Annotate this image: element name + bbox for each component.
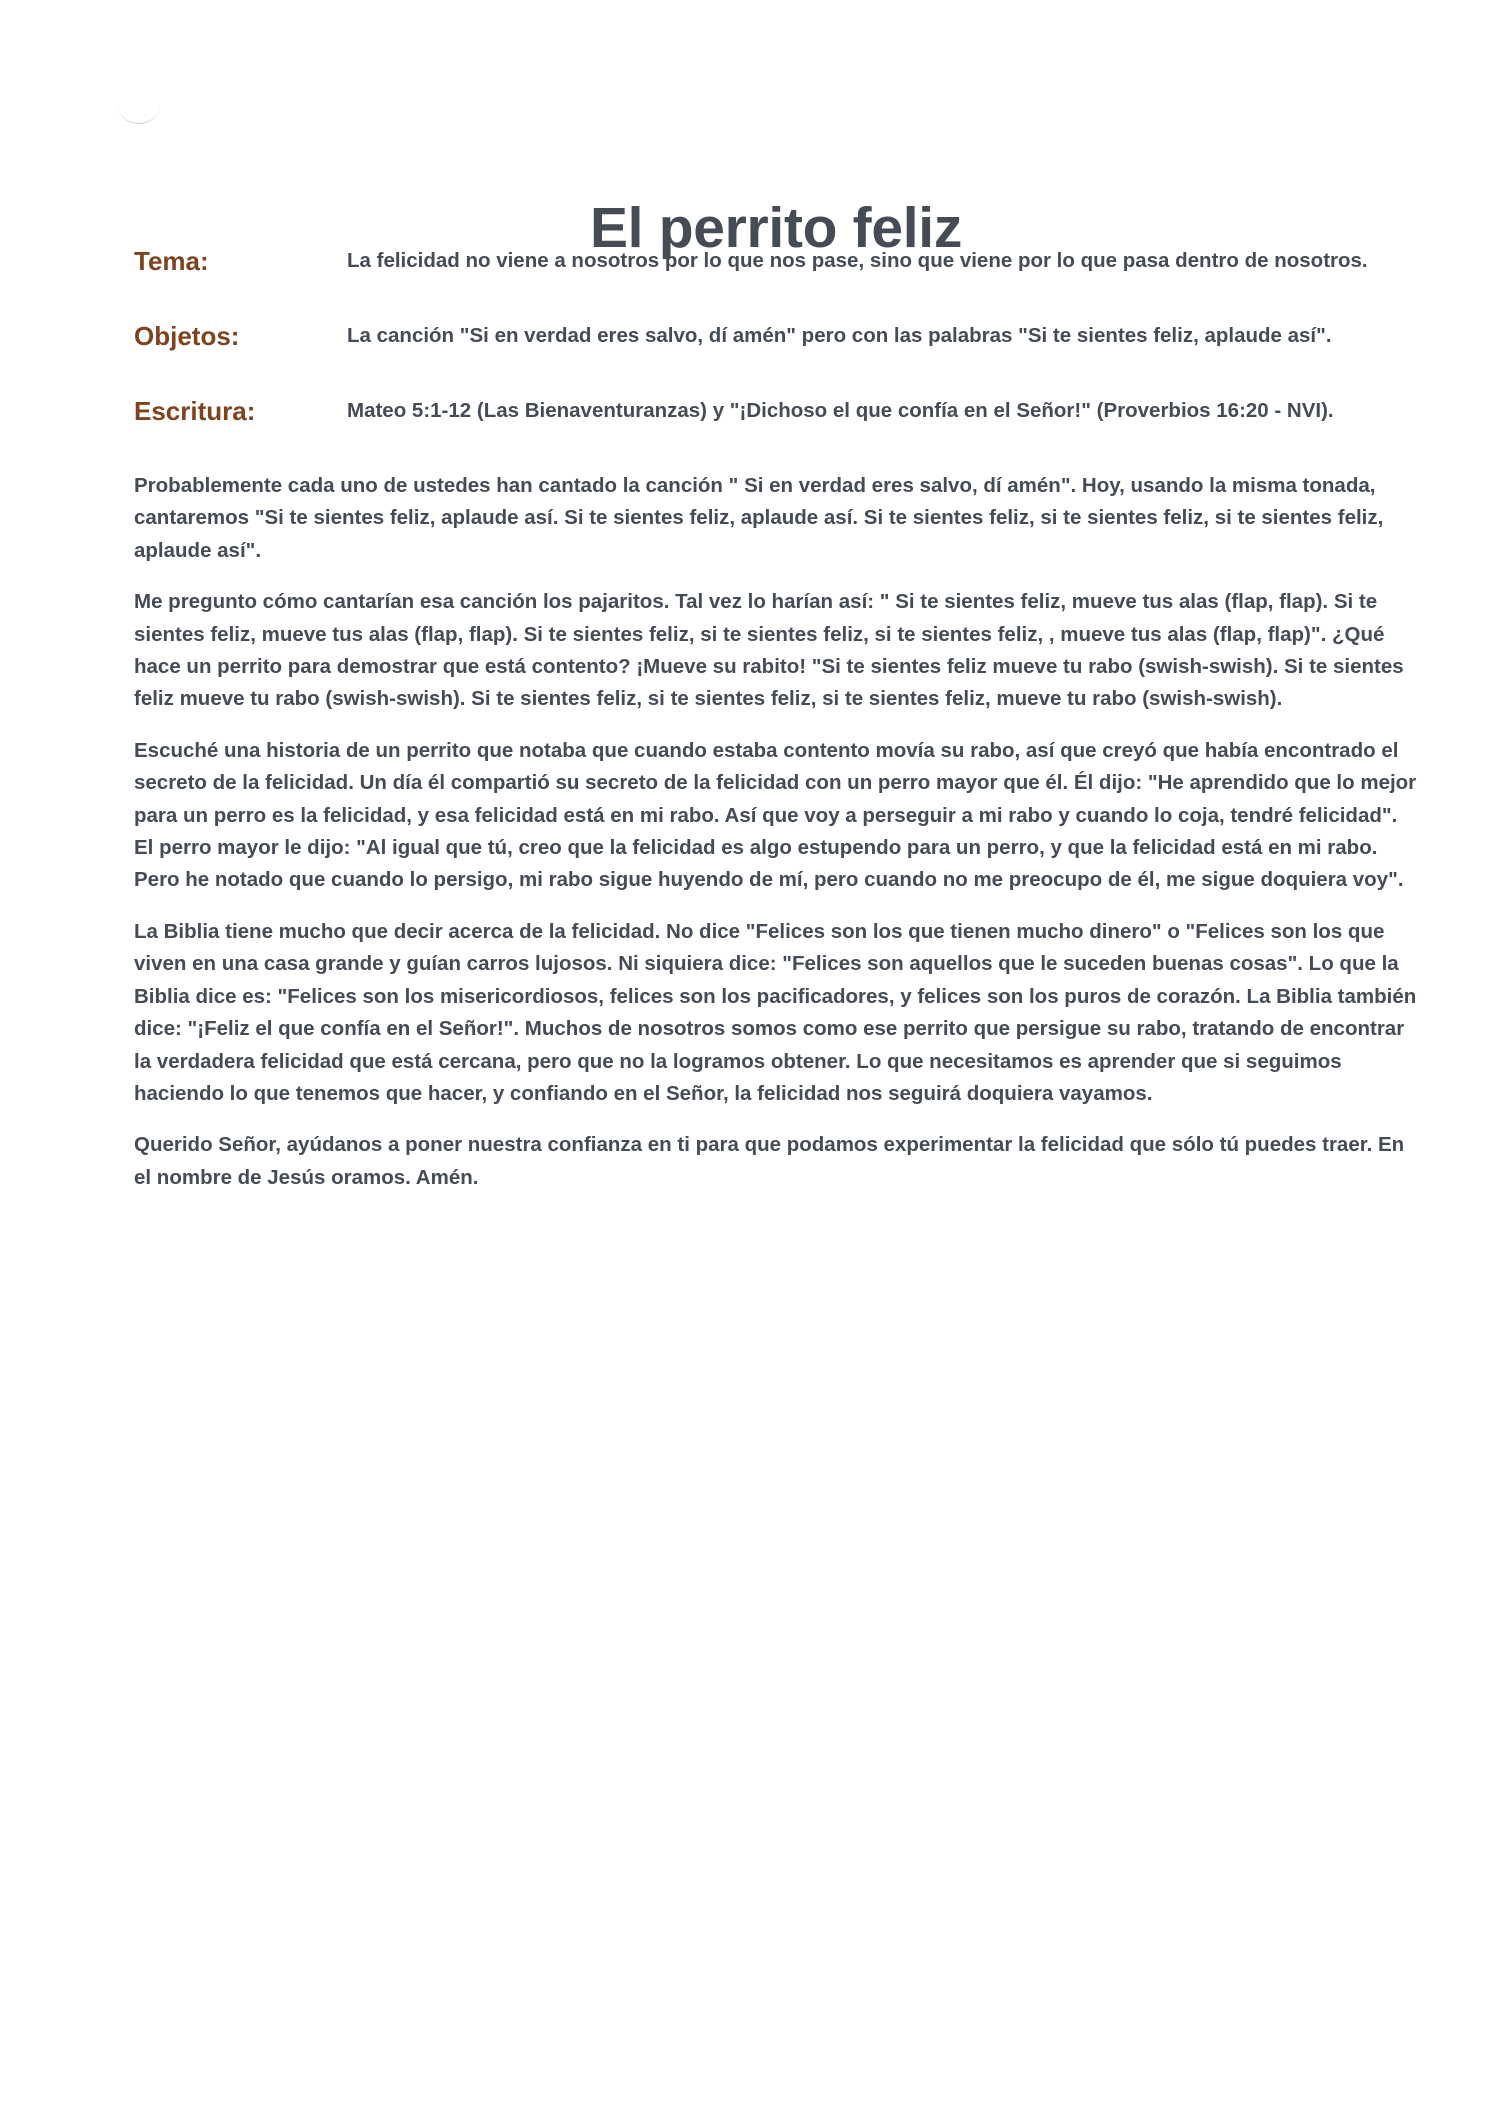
page-corner-decoration [118,86,160,124]
meta-value: La felicidad no viene a nosotros por lo que nos pase, sino que viene por lo que pasa dentro de nosotros. [347,249,1368,272]
paragraph: Probablemente cada uno de ustedes han cantado la canción " Si en verdad eres salvo, dí amén". Hoy, usando la misma tonada, cantaremos "Si te sientes feliz, aplaude así. Si te sientes feliz, aplaude así. Si te sientes feliz, si te sientes feliz, si te sientes feliz, aplaude así". [134,474,1384,562]
body-text [134,470,1419,1213]
meta-label: Objetos: [134,321,240,351]
meta-value: Mateo 5:1-12 (Las Bienaventuranzas) y "¡Dichoso el que confía en el Señor!" (Proverbios 16:20 - NVI). [347,399,1334,422]
page-title: El perrito feliz [589,196,963,261]
paragraph: Me pregunto cómo cantarían esa canción los pajaritos. Tal vez lo harían así: " Si te sientes feliz, mueve tus alas (flap, flap). Si te sientes feliz, mueve tus alas (flap, flap). Si te sientes feliz, si te sientes feliz, si te sientes feliz, , mueve tus alas (flap, flap)". ¿Qué hace un perrito para demostrar que está contento? ¡Mueve su rabito! "Si te sientes feliz mueve tu rabo (swish-swish). Si te sientes feliz mueve tu rabo (swish-swish). Si te sientes feliz, si te sientes feliz, si te sientes feliz, mueve tu rabo (swish-swish). [134,590,1404,711]
meta-label: Escritura: [134,396,256,426]
paragraph: Querido Señor, ayúdanos a poner nuestra confianza en ti para que podamos experimentar la felicidad que sólo tú puedes traer. En el nombre de Jesús oramos. Amén. [134,1133,1405,1189]
paragraph: La Biblia tiene mucho que decir acerca de la felicidad. No dice "Felices son los que tienen mucho dinero" o "Felices son los que viven en una casa grande y guían carros lujosos. Ni siquiera dice: "Felices son aquellos que le suceden buenas cosas". Lo que la Biblia dice es: "Felices son los misericordiosos, felices son los pacificadores, y felices son los puros de corazón. La Biblia también dice: "¡Feliz el que confía en el Señor!". Muchos de nosotros somos como ese perrito que persigue su rabo, tratando de encontrar la verdadera felicidad que está cercana, pero que no la logramos obtener. Lo que necesitamos es aprender que si seguimos haciendo lo que tenemos que hacer, y confiando en el Señor, la felicidad nos seguirá doquiera vayamos. [134,919,1417,1105]
meta-label: Tema: [134,246,209,276]
paragraph: Escuché una historia de un perrito que notaba que cuando estaba contento movía su rabo, así que creyó que había encontrado el secreto de la felicidad. Un día él compartió su secreto de la felicidad con un perro mayor que él. Él dijo: "He aprendido que lo mejor para un perro es la felicidad, y esa felicidad está en mi rabo. Así que voy a perseguir a mi rabo y cuando lo coja, tendré felicidad". El perro mayor le dijo: "Al igual que tú, creo que la felicidad es algo estupendo para un perro, y que la felicidad está en mi rabo. Pero he notado que cuando lo persigo, mi rabo sigue huyendo de mí, pero cuando no me preocupo de él, me sigue doquiera voy". [134,738,1417,892]
meta-value: La canción "Si en verdad eres salvo, dí amén" pero con las palabras "Si te sientes feliz, aplaude así". [347,324,1332,347]
